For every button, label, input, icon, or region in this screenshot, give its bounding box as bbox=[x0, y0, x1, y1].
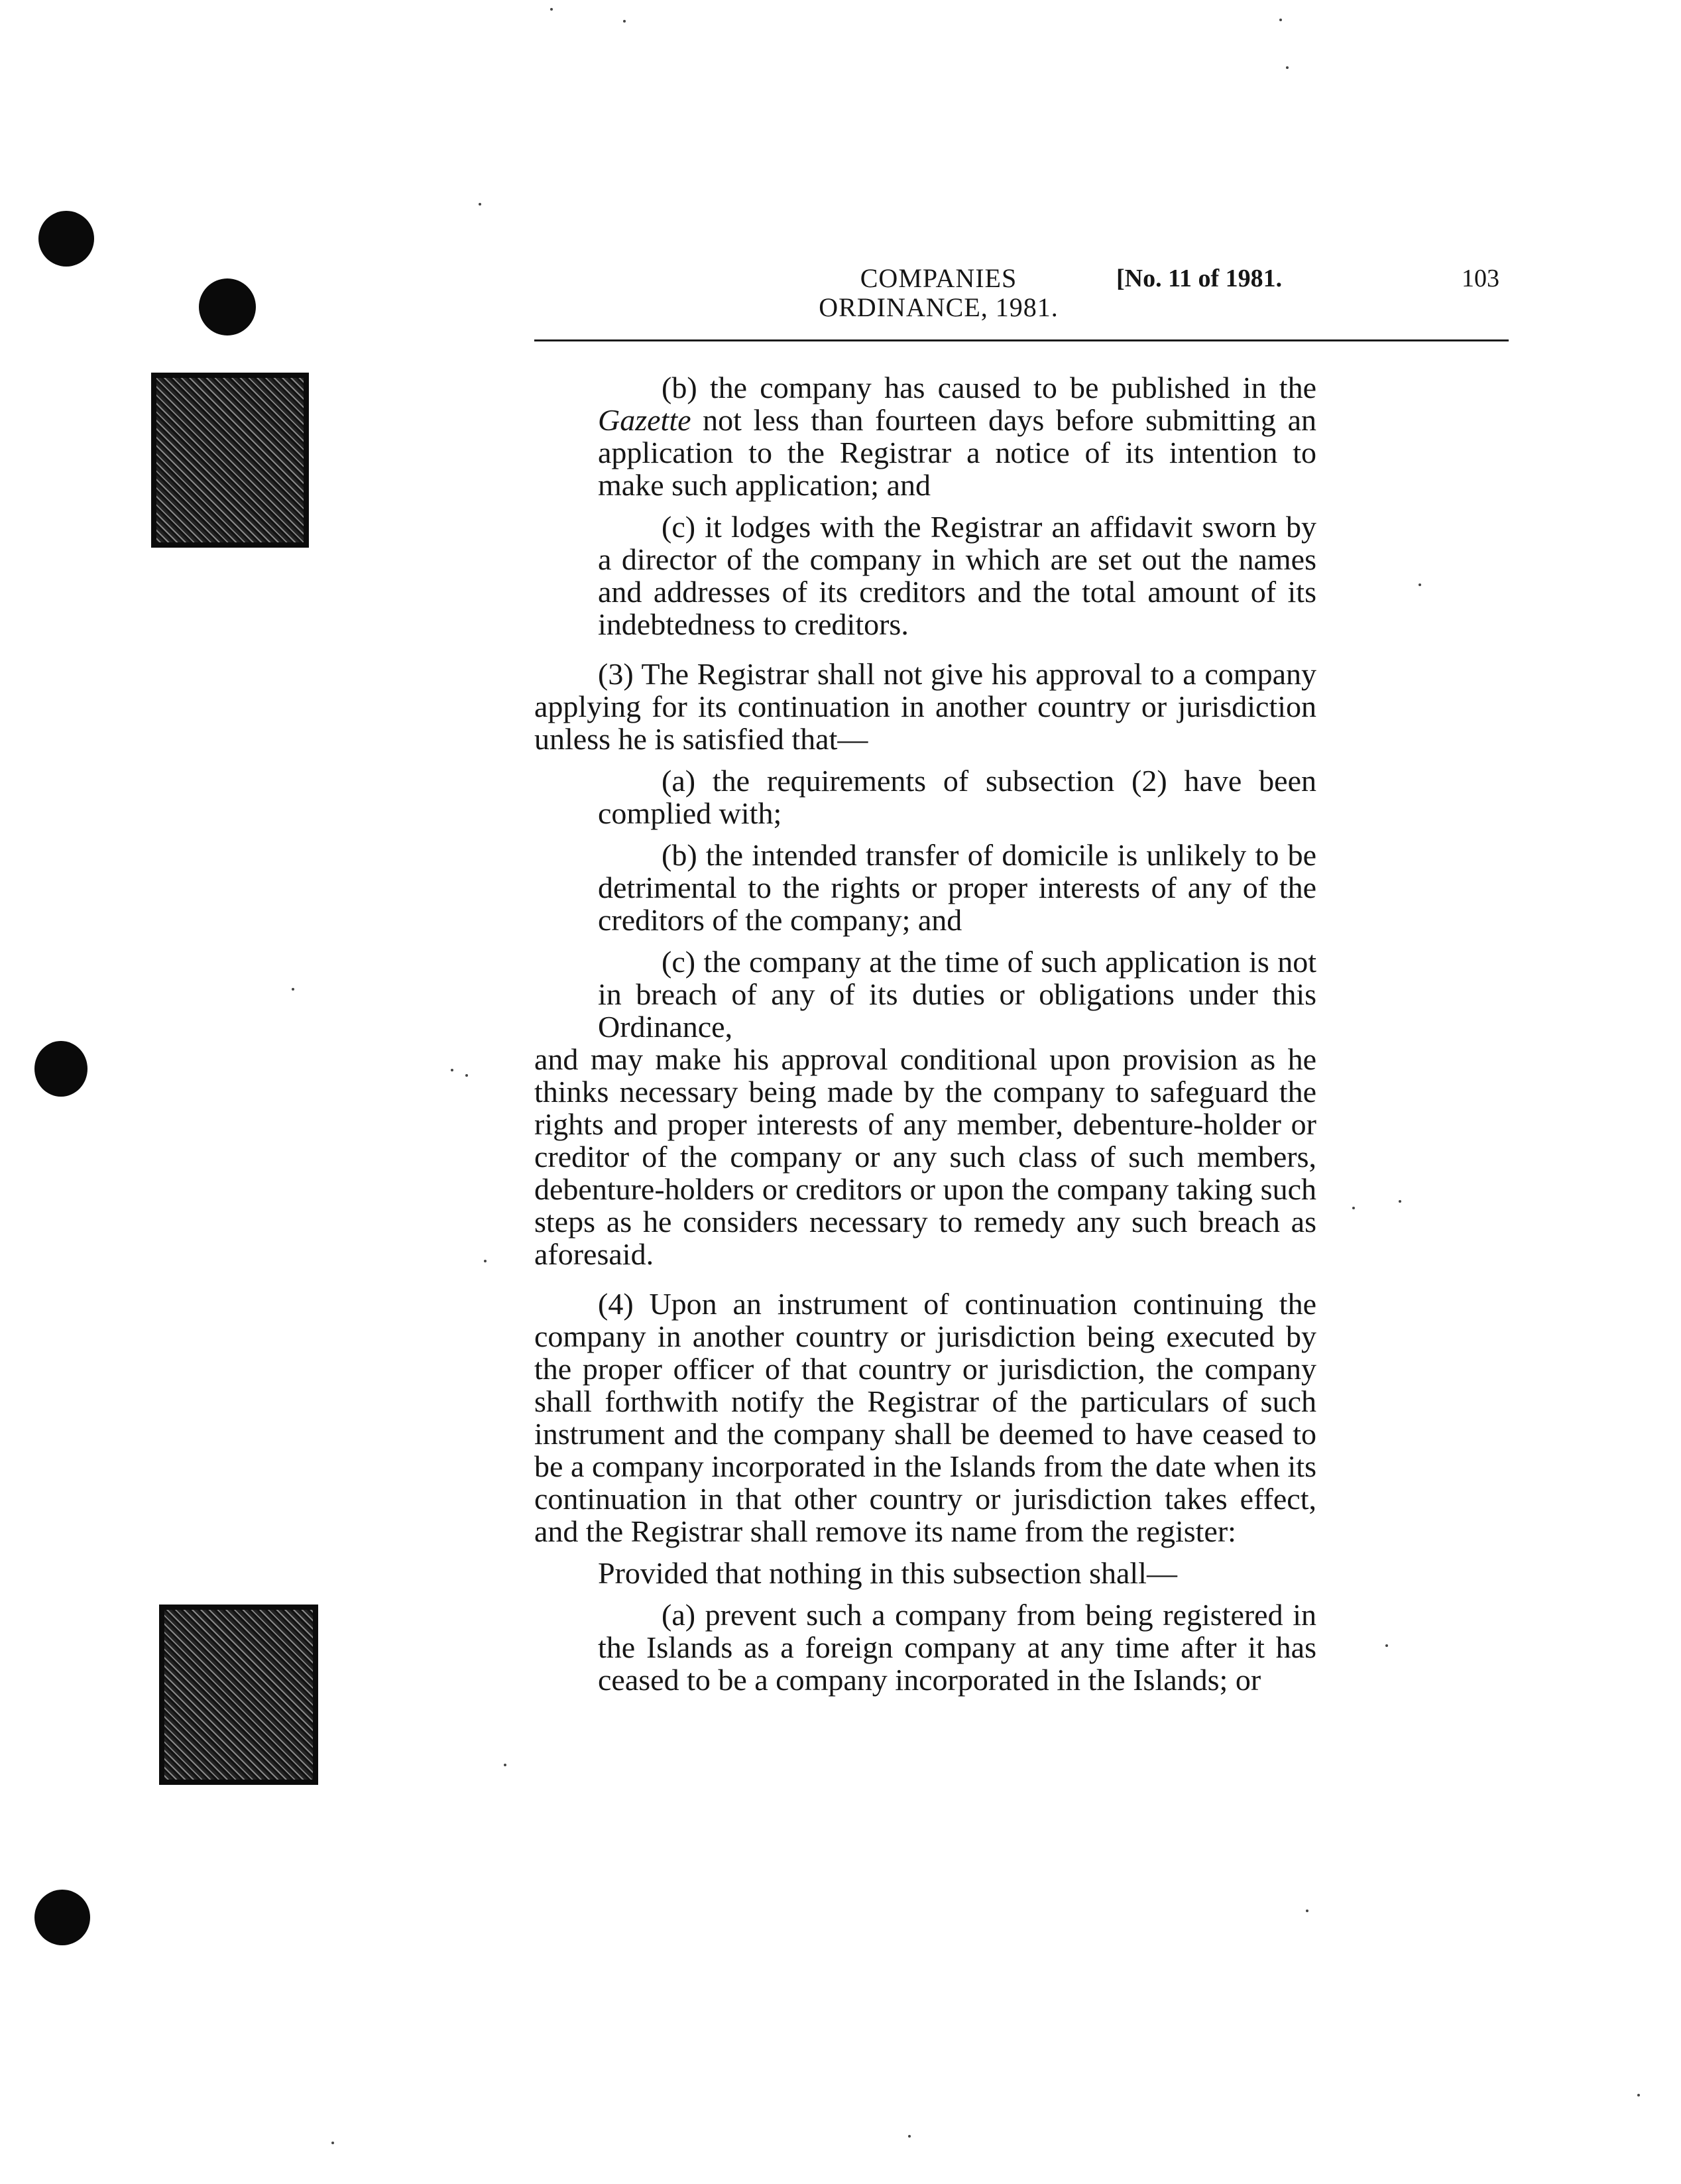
clause-b-text-end: not less than fourteen days before submitting an application to the Registrar a notice of its intention to make such application; and bbox=[598, 403, 1316, 502]
scan-speck bbox=[292, 988, 294, 991]
margin-note-illegible bbox=[159, 1605, 318, 1785]
scan-speck bbox=[550, 8, 553, 11]
running-title bbox=[786, 264, 1091, 322]
scan-speck bbox=[1419, 583, 1421, 586]
scan-speck bbox=[1279, 19, 1282, 21]
scan-speck bbox=[484, 1260, 487, 1262]
scan-speck bbox=[1306, 1910, 1308, 1912]
punch-hole bbox=[34, 1890, 90, 1945]
scan-speck bbox=[1352, 1207, 1355, 1209]
running-title-line1: COMPANIES bbox=[860, 263, 1017, 293]
clause-b-gazette bbox=[534, 371, 1316, 501]
clause-b-text-start: (b) the company has caused to be published in the bbox=[662, 371, 1316, 404]
proviso-clause-a: (a) prevent such a company from being registered in the Islands as a foreign company at any time after it has ceased to be a company incorporated in the Islands; or bbox=[598, 1598, 1316, 1697]
scan-speck bbox=[504, 1764, 506, 1766]
page-number: 103 bbox=[1462, 265, 1499, 292]
section-body bbox=[534, 371, 1316, 1696]
header-rule bbox=[534, 339, 1509, 341]
scan-speck bbox=[908, 2135, 911, 2138]
subsection-3-clause-b: (b) the intended transfer of domicile is unlikely to be detrimental to the rights or proper interests of any of the creditors of the company; and bbox=[598, 838, 1316, 937]
ordinance-number: [No. 11 of 1981. bbox=[1116, 265, 1283, 292]
subsection-3: (3) The Registrar shall not give his approval to a company applying for its continuation in another country or jurisdiction unless he is satisfied that— bbox=[534, 657, 1316, 756]
subsection-3-clause-a: (a) the requirements of subsection (2) have been complied with; bbox=[598, 764, 1316, 830]
scan-speck bbox=[479, 203, 481, 206]
scan-speck bbox=[1399, 1200, 1401, 1203]
scan-speck bbox=[1385, 1644, 1388, 1647]
gazette-italic: Gazette bbox=[598, 403, 691, 437]
running-title-line2: ORDINANCE, 1981. bbox=[819, 292, 1059, 322]
subsection-3-tail: and may make his approval conditional upon provision as he thinks necessary being made by the company to safeguard the rights and proper interests of any member, debenture-holder or creditor of the company or any such class of such members, debenture-holders or creditors or upon the company taking such steps as he considers necessary to remedy any such breach as aforesaid. bbox=[534, 1042, 1316, 1271]
punch-hole bbox=[199, 278, 256, 335]
punch-hole bbox=[38, 211, 94, 267]
scan-speck bbox=[623, 20, 626, 23]
subsection-3-clause-c: (c) the company at the time of such application is not in breach of any of its duties or obligations under this Ordinance, bbox=[598, 945, 1316, 1044]
scan-speck bbox=[331, 2142, 334, 2144]
clause-c-affidavit: (c) it lodges with the Registrar an affidavit sworn by a director of the company in which are set out the names and addresses of its creditors and the total amount of its indebtedness to creditors. bbox=[598, 510, 1316, 641]
margin-note-illegible bbox=[151, 373, 309, 548]
proviso: Provided that nothing in this subsection shall— bbox=[598, 1556, 1177, 1590]
scan-speck bbox=[465, 1074, 468, 1077]
scan-speck bbox=[1286, 66, 1289, 69]
subsection-4: (4) Upon an instrument of continuation continuing the company in another country or jurisdiction being executed by the proper officer of that country or jurisdiction, the company shall forthwith notify the Registrar of the particulars of such instrument and the company shall be deemed to have ceased to be a company incorporated in the Islands from the date when its continuation in that other country or jurisdiction takes effect, and the Registrar shall remove its name from the register: bbox=[534, 1287, 1316, 1548]
punch-hole bbox=[34, 1041, 87, 1097]
scan-speck bbox=[1637, 2094, 1640, 2096]
scan-speck bbox=[451, 1069, 453, 1071]
